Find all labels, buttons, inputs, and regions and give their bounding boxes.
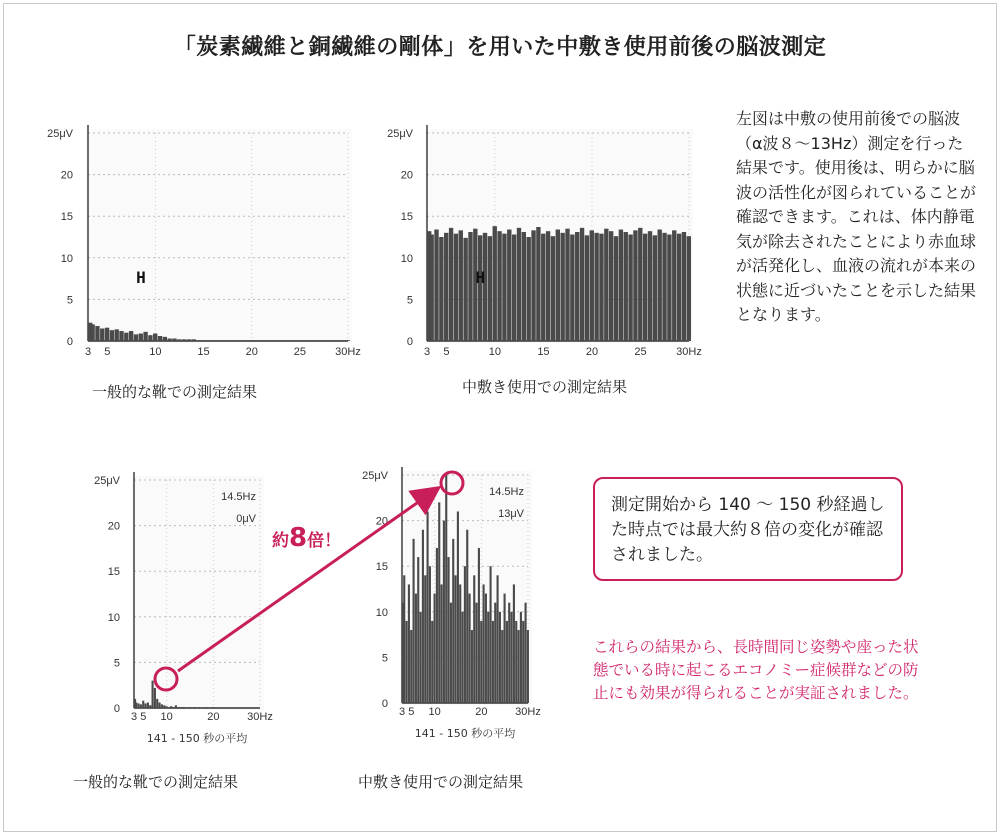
y-tick-label: 20 — [375, 515, 388, 528]
ratio-number: 8 — [289, 523, 308, 553]
caption-after-141-150s: 中敷き使用での測定結果 — [358, 773, 524, 791]
y-tick-label: 25μV — [47, 128, 73, 140]
x-tick-label: 10 — [149, 346, 162, 358]
comparison-arrow — [178, 491, 434, 671]
x-tick-label: 20 — [585, 346, 599, 358]
caption-before: 一般的な靴での測定結果 — [92, 383, 258, 401]
y-tick-label: 0 — [66, 336, 73, 348]
y-tick-label: 0 — [406, 336, 413, 348]
y-tick-label: 10 — [107, 611, 120, 624]
x-tick-label: 3 5 — [131, 711, 147, 723]
y-tick-label: 25μV — [387, 128, 413, 140]
y-tick-label: 10 — [60, 252, 73, 265]
x-tick-label: 30Hz — [335, 346, 361, 358]
caption-before-141-150s: 一般的な靴での測定結果 — [73, 773, 239, 791]
y-tick-label: 20 — [60, 169, 73, 182]
bottom-label: 141 - 150 秒の平均 — [414, 727, 516, 740]
x-tick-label: 15 — [537, 346, 550, 358]
y-tick-label: 10 — [400, 252, 413, 265]
y-tick-label: 25μV — [94, 475, 120, 487]
y-tick-label: 5 — [66, 294, 73, 307]
y-tick-label: 5 — [113, 657, 120, 670]
inner-label: 0μV — [236, 513, 256, 525]
x-tick-label: 10 — [488, 346, 502, 358]
x-tick-label: 3 — [84, 346, 92, 358]
x-tick-label: 5 — [104, 346, 111, 358]
y-tick-label: 10 — [375, 606, 388, 619]
x-tick-label: 25 — [634, 346, 647, 358]
callout-box: 測定開始から 140 〜 150 秒経過した時点では最大約８倍の変化が確認されました。 — [593, 477, 903, 581]
x-tick-label: 5 — [443, 346, 450, 358]
inner-label: 13μV — [498, 508, 524, 520]
x-tick-label: 25 — [293, 346, 306, 358]
ratio-prefix: 約 — [272, 531, 289, 551]
y-tick-label: 25μV — [362, 470, 388, 482]
x-tick-label: 3 — [423, 346, 431, 358]
x-tick-label: 20 — [475, 706, 488, 718]
x-tick-label: 3 5 — [399, 706, 415, 718]
y-tick-label: 20 — [400, 169, 413, 182]
explanation-text: 左図は中敷の使用前後での脳波（α波８〜13Hz）測定を行った結果です。使用後は、明らかに脳波の活性化が図られていることが確認できます。これは、体内静電気が除去されたことにより赤血球が活発化し、血液の流れが本来の状態に近づいたことを示した結果となります。 — [736, 109, 977, 324]
x-tick-label: 30Hz — [515, 706, 541, 718]
before-highlight-circle — [155, 668, 177, 690]
y-tick-label: 0 — [113, 703, 120, 715]
x-tick-label: 20 — [245, 346, 258, 358]
x-tick-label: 10 — [160, 711, 173, 723]
bottom-label: 141 - 150 秒の平均 — [146, 732, 248, 745]
x-tick-label: 15 — [197, 346, 210, 358]
inner-label: 14.5Hz — [221, 491, 256, 503]
y-tick-label: 15 — [375, 561, 388, 574]
y-tick-label: 5 — [381, 652, 388, 665]
y-tick-label: 0 — [381, 698, 388, 710]
inner-label: 14.5Hz — [489, 486, 524, 498]
caption-after: 中敷き使用での測定結果 — [462, 378, 628, 396]
y-tick-label: 15 — [60, 211, 73, 224]
x-tick-label: 10 — [428, 706, 441, 718]
x-tick-label: 20 — [207, 711, 220, 723]
range-marker: H — [136, 267, 146, 287]
range-marker: H — [475, 267, 486, 287]
page-title: 「炭素繊維と銅繊維の剛体」を用いた中敷き使用前後の脳波測定 — [173, 35, 827, 60]
after-highlight-circle — [441, 472, 463, 494]
ratio-suffix: 倍！ — [307, 531, 342, 551]
conclusion-text: これらの結果から、長時間同じ姿勢や座った状態でいる時に起こるエコノミー症候群などの防止にも効果が得られることが実証されました。 — [593, 638, 919, 702]
y-tick-label: 15 — [107, 566, 120, 579]
x-tick-label: 30Hz — [676, 346, 702, 358]
y-tick-label: 5 — [406, 294, 413, 307]
x-tick-label: 30Hz — [247, 711, 273, 723]
y-tick-label: 20 — [107, 520, 120, 533]
y-tick-label: 15 — [400, 211, 413, 224]
